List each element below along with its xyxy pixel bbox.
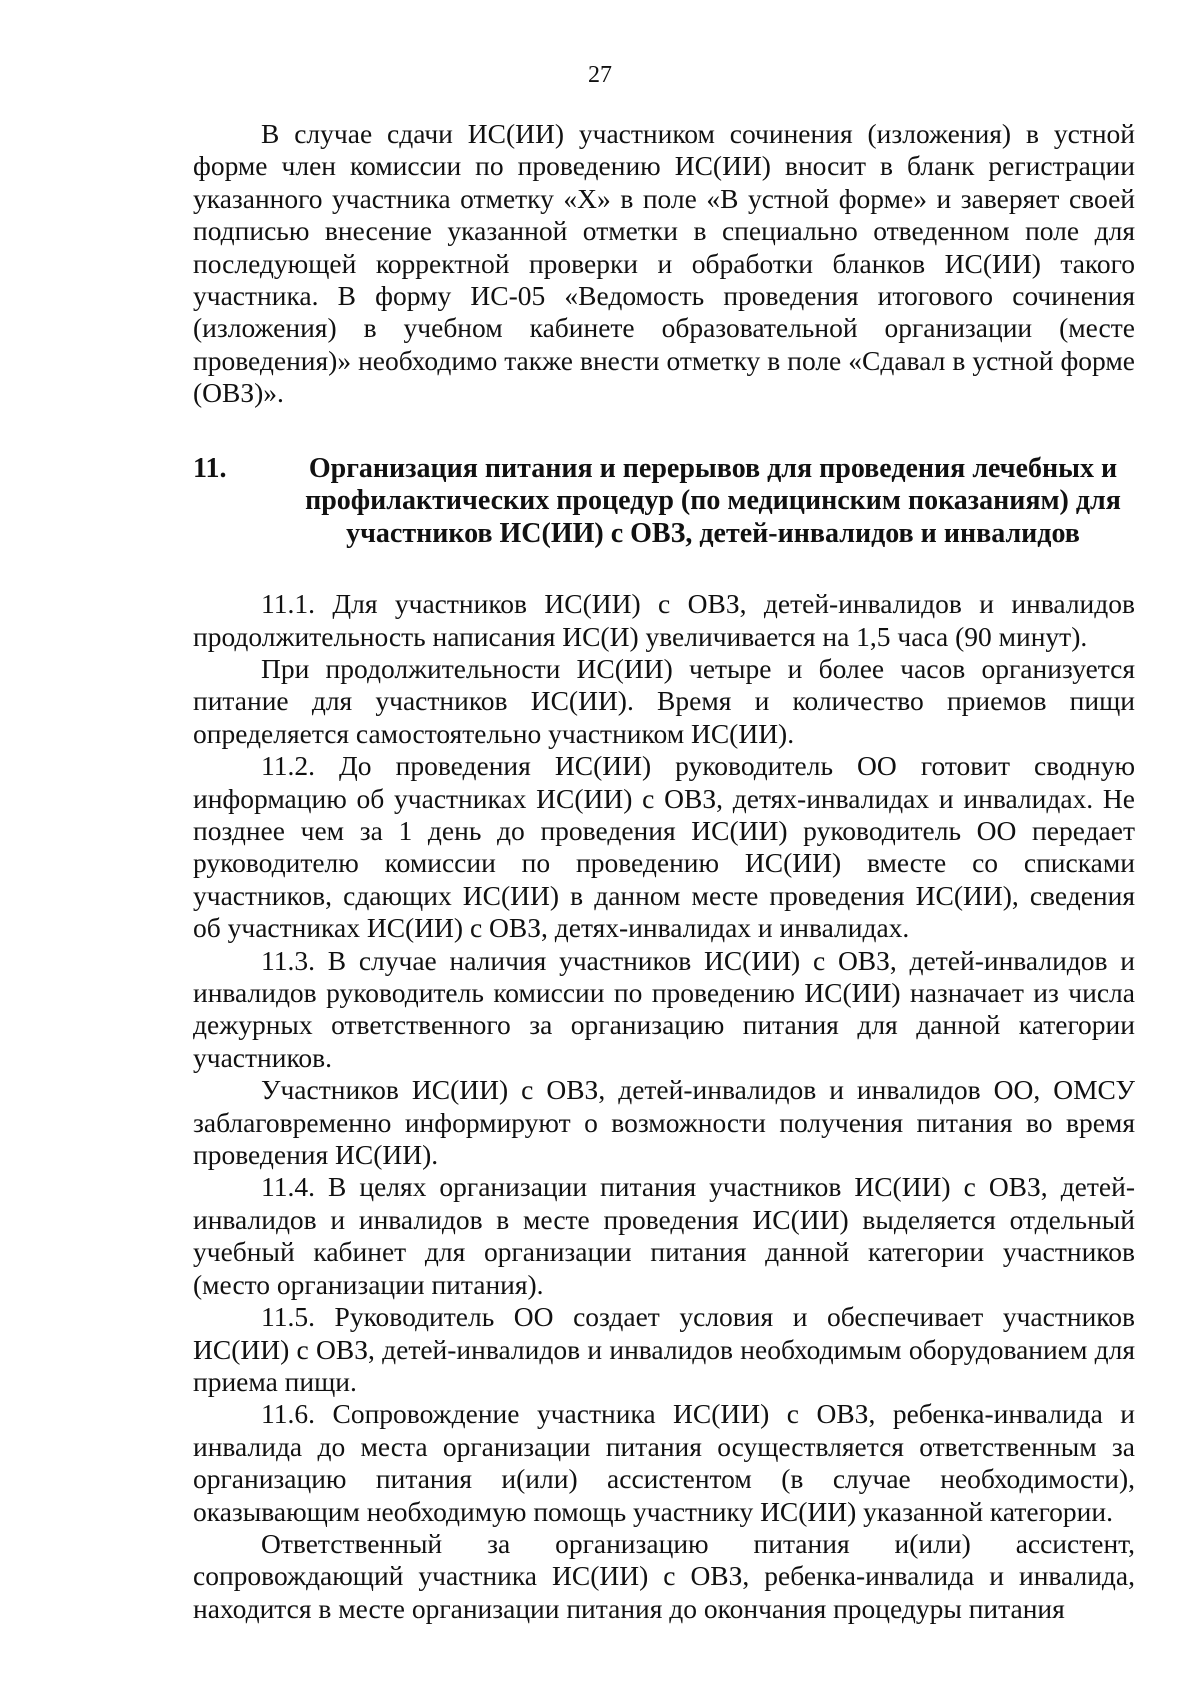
paragraph-11-2: 11.2. До проведения ИС(ИИ) руководитель ОО готовит сводную информацию об участниках ИС(ИИ) с ОВЗ, детях-инвалидах и инвалидах. Не позднее чем за 1 день до проведения ИС(ИИ) руководитель ОО передает руководителю комиссии по проведению ИС(ИИ) вместе со списками участников, сдающих ИС(ИИ) в данном месте проведения ИС(ИИ), сведения об участниках ИС(ИИ) с ОВЗ, детях-инвалидах и инвалидах. — [193, 750, 1135, 944]
paragraph-11-3-continued: Участников ИС(ИИ) с ОВЗ, детей-инвалидов и инвалидов ОО, ОМСУ заблаговременно информируют о возможности получения питания во время проведения ИС(ИИ). — [193, 1074, 1135, 1171]
paragraph-11-6-continued: Ответственный за организацию питания и(или) ассистент, сопровождающий участника ИС(ИИ) с ОВЗ, ребенка-инвалида и инвалида, находится в месте организации питания до окончания процедуры питания — [193, 1527, 1135, 1624]
intro-paragraph: В случае сдачи ИС(ИИ) участником сочинения (изложения) в устной форме член комиссии по проведению ИС(ИИ) вносит в бланк регистрации указанного участника отметку «X» в поле «В устной форме» и заверяет своей подписью внесение указанной отметки в специально отведенном поле для последующей корректной проверки и обработки бланков ИС(ИИ) такого участника. В форму ИС-05 «Ведомость проведения итогового сочинения (изложения) в учебном кабинете образовательной организации (месте проведения)» необходимо также внести отметку в поле «Сдавал в устной форме (ОВЗ)». — [193, 118, 1135, 409]
section-number: 11. — [193, 452, 227, 484]
paragraph-11-1: 11.1. Для участников ИС(ИИ) с ОВЗ, детей-инвалидов и инвалидов продолжительность написания ИС(И) увеличивается на 1,5 часа (90 минут). — [193, 588, 1135, 652]
paragraph-11-5: 11.5. Руководитель ОО создает условия и обеспечивает участников ИС(ИИ) с ОВЗ, детей-инвалидов и инвалидов необходимым оборудованием для приема пищи. — [193, 1301, 1135, 1397]
section-heading — [193, 453, 1135, 551]
section-title: Организация питания и перерывов для проведения лечебных и профилактических процедур (по медицинским показаниям) для участников ИС(ИИ) с ОВЗ, детей-инвалидов и инвалидов — [305, 452, 1121, 549]
paragraph-11-4: 11.4. В целях организации питания участников ИС(ИИ) с ОВЗ, детей-инвалидов и инвалидов в месте проведения ИС(ИИ) выделяется отдельный учебный кабинет для организации питания данной категории участников (место организации питания). — [193, 1171, 1135, 1300]
paragraph-11-3: 11.3. В случае наличия участников ИС(ИИ) с ОВЗ, детей-инвалидов и инвалидов руководитель комиссии по проведению ИС(ИИ) назначает из числа дежурных ответственного за организацию питания для данной категории участников. — [193, 944, 1135, 1073]
page-number: 27 — [588, 62, 612, 88]
paragraph-11-1-continued: При продолжительности ИС(ИИ) четыре и более часов организуется питание для участников ИС(ИИ). Время и количество приемов пищи определяется самостоятельно участником ИС(ИИ). — [193, 652, 1135, 749]
paragraph-11-6: 11.6. Сопровождение участника ИС(ИИ) с ОВЗ, ребенка-инвалида и инвалида до места организации питания осуществляется ответственным за организацию питания и(или) ассистентом (в случае необходимости), оказывающим необходимую помощь участнику ИС(ИИ) указанной категории. — [193, 1398, 1135, 1527]
document-body — [193, 118, 1135, 1625]
